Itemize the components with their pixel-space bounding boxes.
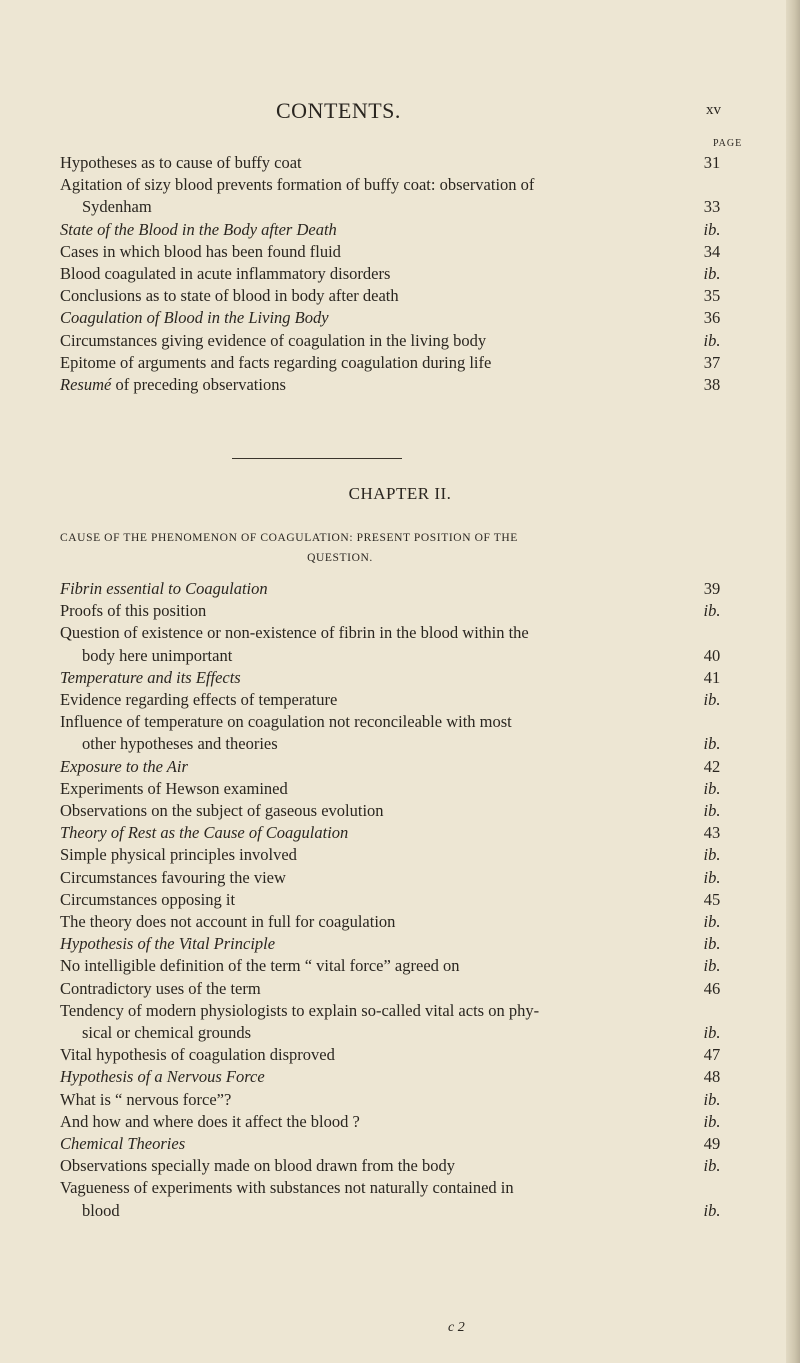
entry-page-number: ib. [703, 912, 721, 932]
chapter-subtitle-line-2: QUESTION. [307, 552, 373, 564]
page-number: xv [706, 102, 721, 118]
entry-title: Blood coagulated in acute inflammatory disorders [60, 264, 391, 284]
page-edge [786, 0, 800, 1363]
contents-entry [60, 911, 732, 933]
contents-entry [60, 152, 732, 174]
entry-page-number: ib. [703, 1111, 721, 1131]
entry-page-number: 31 [703, 153, 721, 172]
entry-title: Coagulation of Blood in the Living Body [60, 308, 329, 328]
contents-entry [60, 374, 732, 396]
contents-entry [60, 285, 732, 307]
contents-entry [60, 667, 732, 689]
entry-title: Tendency of modern physiologists to explain so-called vital acts on phy- [60, 1000, 540, 1020]
contents-entry [60, 1066, 732, 1088]
contents-entry [60, 711, 732, 755]
entry-title: Theory of Rest as the Cause of Coagulation [60, 823, 349, 843]
entry-title-continuation: Sydenham [82, 197, 152, 217]
entry-title: Hypothesis of the Vital Principle [60, 934, 276, 954]
entry-title: Contradictory uses of the term [60, 978, 261, 998]
entry-title: State of the Blood in the Body after Death [60, 219, 337, 239]
contents-entry [60, 933, 732, 955]
entry-title: Circumstances favouring the view [60, 867, 286, 887]
entry-title: Hypothesis of a Nervous Force [60, 1067, 265, 1087]
contents-entry [60, 1111, 732, 1133]
entry-page-number: 36 [703, 308, 721, 328]
contents-entry [60, 1155, 732, 1177]
contents-entry [60, 867, 732, 889]
contents-entry [60, 1133, 732, 1155]
entry-page-number: ib. [703, 219, 721, 239]
entry-page-number: ib. [703, 601, 721, 621]
entry-page-number: 48 [703, 1067, 721, 1087]
entry-title-rest: of preceding observations [111, 375, 286, 395]
contents-entry [60, 756, 732, 778]
contents-entry [60, 955, 732, 977]
running-head [0, 98, 800, 128]
entry-page-number: 40 [703, 645, 721, 665]
entry-title: Experiments of Hewson examined [60, 778, 288, 798]
entry-title: Circumstances opposing it [60, 889, 236, 909]
entry-page-number: ib. [703, 801, 721, 821]
entry-title: Influence of temperature on coagulation not reconcileable with most [60, 712, 512, 732]
contents-entry [60, 622, 732, 666]
contents-entry [60, 219, 732, 241]
entry-title-continuation: other hypotheses and theories [82, 734, 278, 754]
contents-entry [60, 600, 732, 622]
entry-page-number: ib. [703, 934, 721, 954]
contents-entry [60, 689, 732, 711]
entry-title-continuation: sical or chemical grounds [82, 1023, 252, 1043]
entry-title: No intelligible definition of the term “ vital force” agreed on [60, 956, 460, 976]
entry-title: Proofs of this position [60, 601, 207, 621]
contents-entry [60, 307, 732, 329]
entry-title: Vital hypothesis of coagulation disproved [60, 1045, 335, 1065]
signature-mark: c 2 [448, 1320, 465, 1335]
contents-entry [60, 1089, 732, 1111]
entry-page-number: 41 [703, 667, 721, 687]
entry-page-number: ib. [703, 845, 721, 865]
entry-page-number: 47 [703, 1045, 721, 1065]
entry-title: And how and where does it affect the blood ? [60, 1111, 360, 1131]
entry-title: Circumstances giving evidence of coagulation in the living body [60, 330, 487, 350]
contents-entry [60, 352, 732, 374]
contents-entry [60, 800, 732, 822]
chapter-subtitle [60, 528, 620, 568]
entry-title: What is “ nervous force”? [60, 1089, 232, 1109]
entry-title: Vagueness of experiments with substances not naturally contained in [60, 1178, 514, 1198]
entry-page-number: 35 [703, 286, 721, 306]
contents-entry [60, 978, 732, 1000]
entry-page-number: ib. [703, 330, 721, 350]
entry-title: Fibrin essential to Coagulation [60, 579, 268, 598]
entry-title: Temperature and its Effects [60, 667, 241, 687]
entry-page-number: ib. [703, 867, 721, 887]
contents-entry [60, 263, 732, 285]
entry-page-number: 46 [703, 978, 721, 998]
contents-section-2 [60, 578, 732, 1222]
entry-title-continuation: body here unimportant [82, 645, 233, 665]
entry-title: Epitome of arguments and facts regarding coagulation during life [60, 352, 492, 372]
contents-entry [60, 578, 732, 600]
entry-title: Agitation of sizy blood prevents formation of buffy coat: observation of [60, 175, 535, 195]
entry-title: Exposure to the Air [60, 756, 188, 776]
entry-page-number: 42 [703, 756, 721, 776]
contents-entry [60, 778, 732, 800]
entry-page-number: 33 [703, 197, 721, 217]
entry-page-number: ib. [703, 778, 721, 798]
entry-page-number: 37 [703, 352, 721, 372]
entry-page-number: 49 [703, 1134, 721, 1154]
entry-title: Simple physical principles involved [60, 845, 297, 865]
contents-entry [60, 241, 732, 263]
contents-entry [60, 844, 732, 866]
entry-page-number: ib. [703, 690, 721, 710]
entry-page-number: 43 [703, 823, 721, 843]
section-divider [232, 458, 402, 459]
entry-page-number: ib. [703, 264, 721, 284]
entry-title: Evidence regarding effects of temperature [60, 690, 338, 710]
contents-entry [60, 889, 732, 911]
entry-title: Hypotheses as to cause of buffy coat [60, 153, 302, 172]
entry-page-number: ib. [703, 1156, 721, 1176]
contents-entry [60, 174, 732, 218]
chapter-subtitle-line-1: CAUSE OF THE PHENOMENON OF COAGULATION: PRESENT POSITION OF THE [60, 532, 518, 544]
entry-title: The theory does not account in full for coagulation [60, 912, 396, 932]
entry-page-number: 38 [703, 375, 721, 395]
contents-section-1 [60, 152, 732, 396]
entry-title: Chemical Theories [60, 1134, 186, 1154]
contents-entry [60, 1044, 732, 1066]
contents-entry [60, 822, 732, 844]
page-column-label: PAGE [713, 138, 743, 149]
entry-page-number: ib. [703, 1089, 721, 1109]
entry-page-number: ib. [703, 956, 721, 976]
entry-title-continuation: blood [82, 1200, 120, 1220]
entry-page-number: 39 [703, 579, 721, 598]
contents-entry [60, 1177, 732, 1221]
chapter-heading: CHAPTER II. [348, 484, 452, 503]
entry-page-number: 34 [703, 241, 721, 261]
running-head-title: CONTENTS. [276, 98, 401, 123]
entry-title-italic: Resumé [60, 375, 112, 395]
entry-title [60, 374, 732, 396]
contents-entry [60, 330, 732, 352]
entry-page-number: 45 [703, 889, 721, 909]
entry-page-number: ib. [703, 734, 721, 754]
entry-page-number: ib. [703, 1023, 721, 1043]
entry-title: Question of existence or non-existence of fibrin in the blood within the [60, 623, 529, 643]
entry-title: Observations on the subject of gaseous evolution [60, 801, 384, 821]
entry-title: Observations specially made on blood drawn from the body [60, 1156, 455, 1176]
contents-entry [60, 1000, 732, 1044]
entry-page-number: ib. [703, 1200, 721, 1220]
entry-title: Cases in which blood has been found fluid [60, 241, 341, 261]
entry-title: Conclusions as to state of blood in body after death [60, 286, 399, 306]
